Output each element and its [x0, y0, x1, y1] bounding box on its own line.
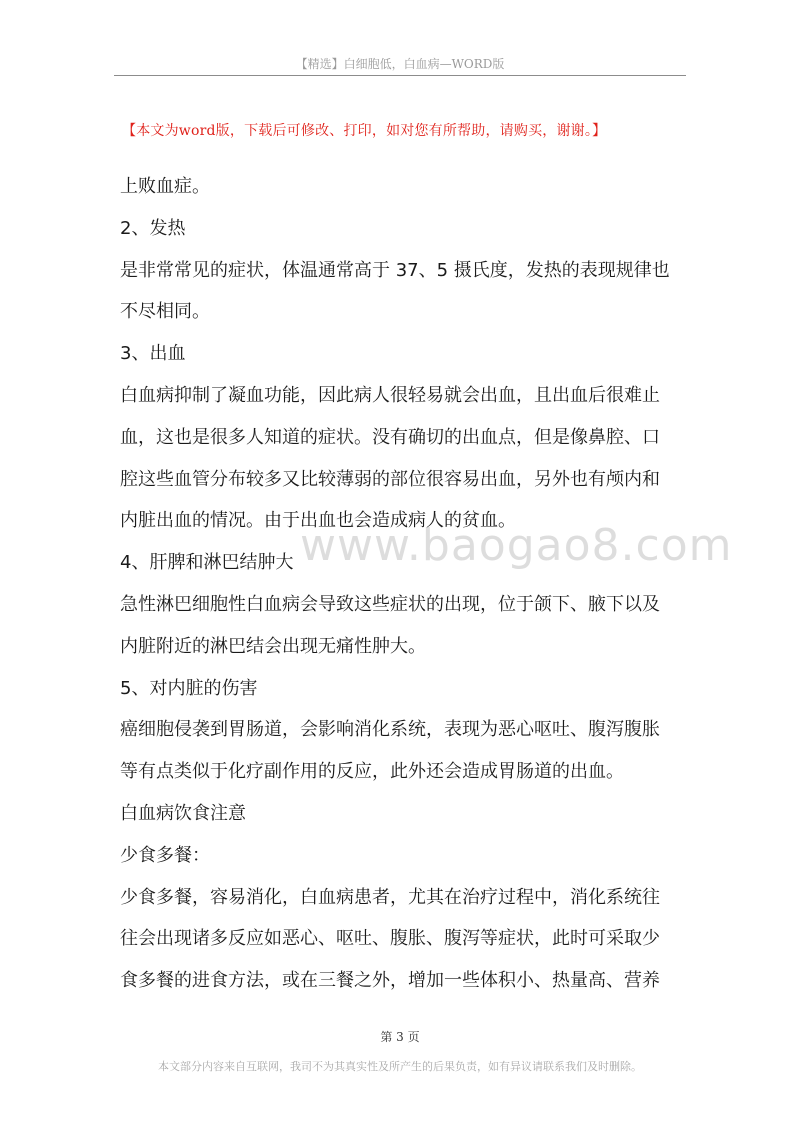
page-number: 第 3 页	[380, 1030, 420, 1044]
section-heading-lymph: 4、肝脾和淋巴结肿大	[120, 552, 294, 574]
purchase-notice: 【本文为word版，下载后可修改、打印，如对您有所帮助，请购买，谢谢。】	[122, 123, 607, 139]
body-line: 内脏附近的淋巴结会出现无痛性肿大。	[120, 635, 426, 657]
body-line: 血，这也是很多人知道的症状。没有确切的出血点，但是像鼻腔、口	[120, 426, 660, 448]
subheading-small-meals: 少食多餐：	[120, 844, 210, 866]
body-text	[120, 166, 733, 1002]
section-heading-fever: 2、发热	[120, 217, 186, 239]
body-line: 上败血症。	[120, 176, 210, 197]
body-line: 少食多餐，容易消化，白血病患者，尤其在治疗过程中，消化系统往	[120, 886, 660, 908]
body-line: 内脏出血的情况。由于出血也会造成病人的贫血。	[120, 510, 516, 532]
body-line: 癌细胞侵袭到胃肠道，会影响消化系统，表现为恶心呕吐、腹泻腹胀	[120, 719, 660, 741]
header-rule	[114, 75, 686, 76]
watermark: www.baogao8.com	[300, 520, 733, 571]
section-heading-bleeding: 3、出血	[120, 343, 186, 365]
body-line: 食多餐的进食方法，或在三餐之外，增加一些体积小、热量高、营养	[120, 970, 660, 992]
body-line: 白血病抑制了凝血功能，因此病人很轻易就会出血，且出血后很难止	[120, 384, 660, 406]
footer-disclaimer: 本文部分内容来自互联网，我司不为其真实性及所产生的后果负责，如有异议请联系我们及时删除。	[158, 1060, 642, 1073]
body-line: 急性淋巴细胞性白血病会导致这些症状的出现，位于颌下、腋下以及	[120, 593, 660, 615]
running-header: 【精选】白细胞低，白血病—WORD版	[295, 57, 505, 71]
section-heading-organs: 5、对内脏的伤害	[120, 677, 258, 699]
body-line: 往会出现诸多反应如恶心、呕吐、腹胀、腹泻等症状，此时可采取少	[120, 928, 660, 950]
body-line: 腔这些血管分布较多又比较薄弱的部位很容易出血，另外也有颅内和	[120, 468, 660, 490]
body-line: 不尽相同。	[120, 301, 210, 323]
section-heading-diet: 白血病饮食注意	[120, 802, 246, 824]
body-line: 是非常常见的症状，体温通常高于 37、5 摄氏度，发热的表现规律也	[120, 259, 670, 281]
body-line: 等有点类似于化疗副作用的反应，此外还会造成胃肠道的出血。	[120, 761, 624, 783]
